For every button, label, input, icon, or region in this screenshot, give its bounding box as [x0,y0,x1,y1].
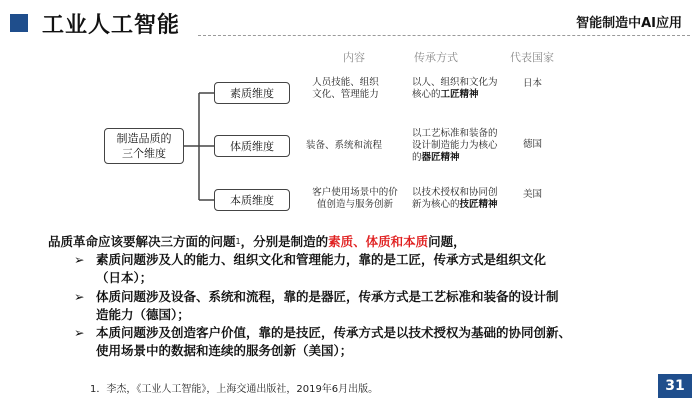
dimension-box-quality: 素质维度 [214,82,290,104]
content-cell [305,187,405,211]
content-line: 文化、管理能力 [312,89,379,100]
method-line [412,199,498,211]
root-label-line2: 三个维度 [122,147,166,160]
method-line [412,89,498,101]
root-label-line1: 制造品质的 [116,132,172,145]
bullet-item [74,324,671,360]
bullet-item [74,251,666,287]
method-cell [412,77,498,101]
bullet-line: 使用场景中的数据和连续的服务创新（美国）； [96,343,353,358]
arrow-bullet-icon: ➢ [74,289,85,304]
bullet-line: 造能力（德国）； [96,307,190,322]
content-line: 人员技能、组织 [312,77,379,88]
intro-suffix: 问题， [428,234,466,249]
bullet-line: （日本）； [96,270,153,285]
method-line: 设计制造能力为核心 [412,140,498,151]
dimension-box-physique: 体质维度 [214,135,290,157]
arrow-bullet-icon: ➢ [74,252,85,267]
method-highlight: 器匠精神 [421,152,460,163]
intro-highlight: 素质、体质和本质 [328,234,429,249]
method-line: 以人、组织和文化为 [412,77,498,88]
method-prefix: 的 [412,152,422,163]
method-highlight: 技匠精神 [459,199,498,210]
intro-prefix: 品质革命应该要解决三方面的问题 [48,234,236,249]
intro-mid: ，分别是制造的 [240,234,329,249]
section-subtitle: 智能制造中AI应用 [576,16,682,31]
intro-paragraph [48,232,466,251]
content-line: 客户使用场景中的价 [312,187,398,198]
page-title: 工业人工智能 [42,13,181,38]
column-header-method: 传承方式 [414,51,458,64]
root-dimension-box [104,128,184,164]
method-highlight: 工匠精神 [440,89,479,100]
content-line: 值创造与服务创新 [316,199,393,210]
content-cell [308,77,383,101]
method-prefix: 核心的 [412,89,441,100]
column-header-content: 内容 [343,51,365,64]
country-cell: 日本 [523,78,543,89]
country-cell: 美国 [523,189,543,200]
footnote: 1．李杰，《工业人工智能》，上海交通出版社，2019年6月出版。 [90,384,379,395]
bullet-item [74,288,666,324]
method-cell [412,187,498,211]
footnote-ref: 1 [235,237,241,246]
arrow-bullet-icon: ➢ [74,325,85,340]
bullet-line: 本质问题涉及创造客户价值，靠的是技匠，传承方式是以技术授权为基础的协同创新、 [96,325,572,340]
bullet-line: 素质问题涉及人的能力、组织文化和管理能力，靠的是工匠，传承方式是组织文化 [96,252,547,267]
bullet-line: 体质问题涉及设备、系统和流程，靠的是器匠，传承方式是工艺标准和装备的设计制 [96,289,559,304]
method-line: 以技术授权和协同创 [412,187,498,198]
method-prefix: 新为核心的 [412,199,460,210]
method-line: 以工艺标准和装备的 [412,128,498,139]
method-line [412,152,498,164]
dimension-box-essence: 本质维度 [214,189,290,211]
content-cell: 装备、系统和流程 [306,140,383,151]
method-cell [412,128,498,164]
page-number: 31 [658,374,692,398]
column-header-country: 代表国家 [510,51,554,64]
country-cell: 德国 [523,139,543,150]
